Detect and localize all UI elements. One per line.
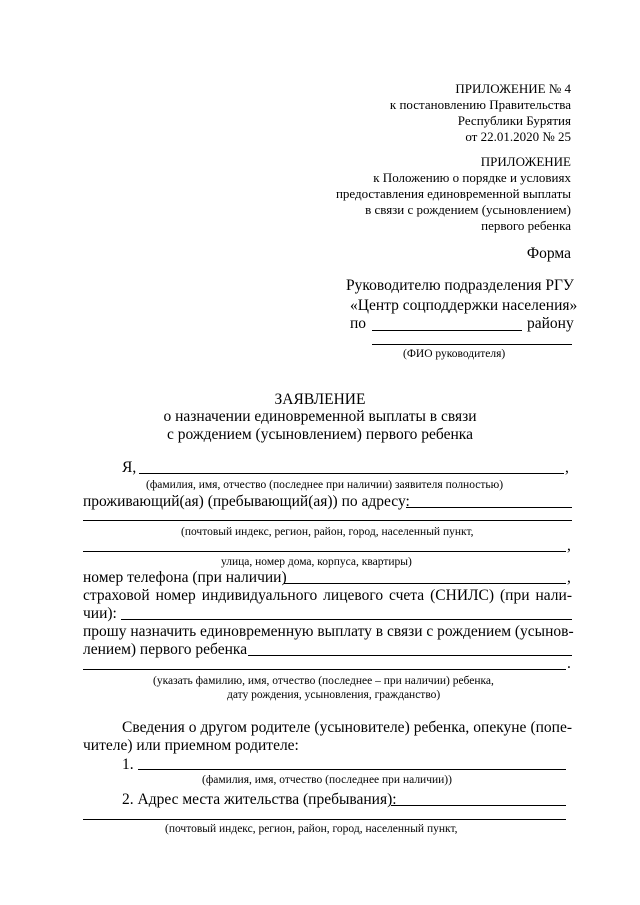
caption-address-2: улица, номер дома, корпуса, квартиры) (221, 556, 412, 568)
addressee-line1: Руководителю подразделения РГУ (346, 277, 574, 294)
phone-label: номер телефона (при наличии) (83, 569, 287, 586)
addressee-caption: (ФИО руководителя) (403, 348, 506, 360)
request-line2: лением) первого ребенка (83, 641, 248, 658)
address-field-1[interactable] (406, 507, 572, 508)
caption-child-1: (указать фамилию, имя, отчество (последнее – при наличии) ребенка, (153, 675, 494, 687)
addressee-line2: «Центр соцподдержки населения» (350, 297, 578, 314)
appendix4-line4: от 22.01.2020 № 25 (465, 129, 571, 144)
form-label: Форма (526, 245, 571, 262)
item1-number: 1. (122, 756, 134, 773)
snils-field[interactable] (121, 619, 572, 620)
caption-item2: (почтовый индекс, регион, район, город, населенный пункт, (165, 823, 458, 835)
caption-applicant-name: (фамилия, имя, отчество (последнее при наличии) заявителя полностью) (146, 479, 504, 491)
applicant-name-field[interactable] (139, 473, 564, 474)
snils-label-line1: страховой номер индивидуального лицевого счета (СНИЛС) (при нали- (83, 587, 572, 604)
residing-label: проживающий(ая) (пребывающий(ая)) по адресу: (83, 493, 410, 510)
child-info-field-2[interactable] (83, 669, 566, 670)
appendix-line3: предоставления единовременной выплаты (335, 186, 571, 201)
child-info-field-1[interactable] (248, 655, 572, 656)
item2-label: 2. Адрес места жительства (пребывания): (122, 791, 397, 808)
addressee-suffix: району (527, 315, 574, 332)
other-parent-address-field-2[interactable] (83, 819, 566, 820)
address-field-2[interactable] (83, 520, 572, 521)
comma-1: , (565, 459, 569, 476)
caption-item1: (фамилия, имя, отчество (последнее при наличии)) (202, 774, 452, 786)
document-subtitle-line2: с рождением (усыновлением) первого ребенка (167, 426, 473, 443)
addressee-prefix: по (350, 315, 367, 332)
phone-field[interactable] (284, 583, 566, 584)
other-parent-address-field-1[interactable] (391, 805, 566, 806)
appendix-line4: в связи с рождением (усыновлением) (365, 202, 571, 217)
manager-name-field[interactable] (372, 344, 572, 345)
appendix-line2: к Положению о порядке и условиях (373, 170, 571, 185)
other-parent-line2: чителе) или приемном родителе: (83, 737, 299, 754)
appendix4-line3: Республики Бурятия (457, 113, 571, 128)
request-line1: прошу назначить единовременную выплату в связи с рождением (усынов- (83, 623, 574, 640)
snils-label-line2: чии): (83, 605, 117, 622)
appendix-line5: первого ребенка (481, 218, 571, 233)
document-title: ЗАЯВЛЕНИЕ (274, 391, 366, 408)
caption-child-2: дату рождения, усыновления, гражданство) (227, 689, 441, 701)
other-parent-line1: Сведения о другом родителе (усыновителе) ребенка, опекуне (попе- (122, 719, 572, 736)
comma-2: , (567, 537, 571, 554)
caption-address-1: (почтовый индекс, регион, район, город, населенный пункт, (181, 526, 474, 538)
comma-3: , (567, 569, 571, 586)
other-parent-name-field[interactable] (138, 769, 566, 770)
appendix-title: ПРИЛОЖЕНИЕ (480, 154, 571, 169)
appendix4-title: ПРИЛОЖЕНИЕ № 4 (455, 81, 571, 96)
document-subtitle-line1: о назначении единовременной выплаты в связи (163, 408, 477, 425)
address-field-3[interactable] (83, 551, 566, 552)
ya-label: Я, (122, 459, 137, 476)
district-field[interactable] (372, 330, 522, 331)
period-1: . (567, 655, 571, 672)
appendix4-line2: к постановлению Правительства (389, 97, 571, 112)
